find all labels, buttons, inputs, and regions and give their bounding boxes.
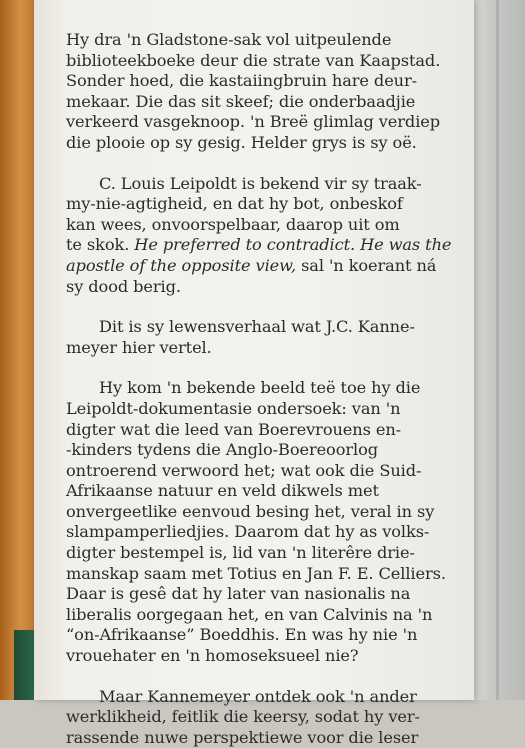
text-line: verkeerd vasgeknoop. 'n Breë glimlag verdiep <box>66 112 441 132</box>
page-text <box>66 30 454 748</box>
text-line: Afrikaanse natuur en veld dikwels met <box>66 481 379 501</box>
text-line: sy dood berig. <box>66 276 181 296</box>
text-line: my-nie-agtigheid, en dat hy bot, onbeskof <box>66 194 403 214</box>
text-fragment: sal 'n koerant ná <box>301 255 437 275</box>
text-line: digter bestempel is, lid van 'n literêre drie- <box>66 543 415 563</box>
italic-quote: apostle of the opposite view, <box>66 255 297 275</box>
text-line: meyer hier vertel. <box>66 337 212 357</box>
text-line: onvergeetlike eenvoud besing het, veral in sy <box>66 501 435 521</box>
text-line: ontroerend verwoord het; wat ook die Suid- <box>66 460 422 480</box>
text-line: liberalis oorgegaan het, en van Calvinis na 'n <box>66 604 433 624</box>
paragraph-2 <box>66 174 454 298</box>
text-line: Hy kom 'n bekende beeld teë toe hy die <box>99 378 421 398</box>
italic-quote: He preferred to contradict. He was the <box>134 235 452 255</box>
background-edge-line <box>496 0 499 700</box>
text-line: werklikheid, feitlik die keersy, sodat hy ver- <box>66 707 420 727</box>
paragraph-5 <box>66 687 454 748</box>
paragraph-gap <box>66 358 454 378</box>
text-line: -kinders tydens die Anglo-Boereoorlog <box>66 440 378 460</box>
book-page <box>34 0 474 747</box>
paragraph-gap <box>66 667 454 687</box>
green-book-edge <box>14 630 36 700</box>
text-line: “on-Afrikaanse” Boeddhis. En was hy nie 'n <box>66 625 418 645</box>
text-line: C. Louis Leipoldt is bekend vir sy traak- <box>99 173 422 193</box>
text-fragment: te skok. <box>66 235 130 255</box>
text-line: vrouehater en 'n homoseksueel nie? <box>66 646 359 666</box>
paragraph-3 <box>66 317 454 358</box>
text-line: Hy dra 'n Gladstone-sak vol uitpeulende <box>66 30 392 49</box>
orange-book-spine <box>0 0 34 700</box>
text-line: kan wees, onvoorspelbaar, daarop uit om <box>66 214 400 234</box>
text-line: Leipoldt-dokumentasie ondersoek: van 'n <box>66 398 401 418</box>
text-line: rassende nuwe perspektiewe voor die leser <box>66 727 419 747</box>
text-line: die plooie op sy gesig. Helder grys is sy oë. <box>66 132 417 152</box>
text-line: Sonder hoed, die kastaiingbruin hare deur- <box>66 71 418 91</box>
paragraph-1 <box>66 30 454 154</box>
paragraph-gap <box>66 297 454 317</box>
text-line <box>66 256 454 277</box>
text-line: mekaar. Die das sit skeef; die onderbaadjie <box>66 91 416 111</box>
text-line: Dit is sy lewensverhaal wat J.C. Kanne- <box>99 317 415 337</box>
text-line: digter wat die leed van Boerevrouens en- <box>66 419 402 439</box>
paragraph-gap <box>66 154 454 174</box>
text-line: manskap saam met Totius en Jan F. E. Celliers. <box>66 563 446 583</box>
text-line: Daar is gesê dat hy later van nasionalis na <box>66 584 411 604</box>
text-line: Maar Kannemeyer ontdek ook 'n ander <box>99 686 417 706</box>
text-line: slampamperliedjies. Daarom dat hy as volks- <box>66 522 430 542</box>
text-line: biblioteekboeke deur die strate van Kaapstad. <box>66 50 441 70</box>
paragraph-4 <box>66 378 454 666</box>
text-line <box>66 235 454 256</box>
